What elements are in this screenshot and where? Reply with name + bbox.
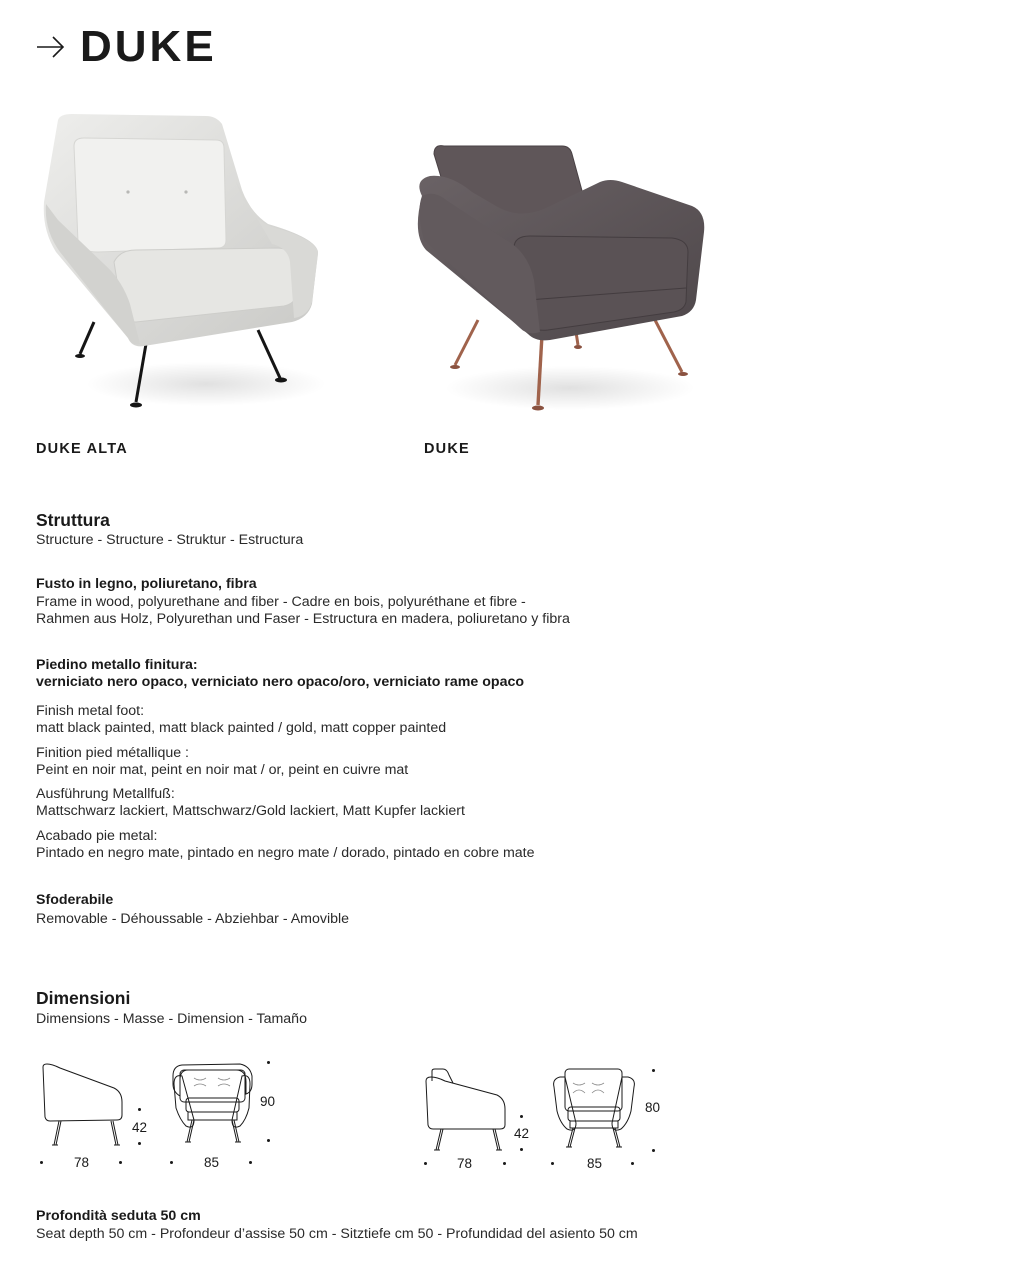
foot-title-line-1: Piedino metallo finitura: — [36, 657, 198, 673]
side-view-icon — [40, 1062, 125, 1150]
front-view-icon — [550, 1067, 638, 1151]
dimension-dot — [551, 1162, 554, 1165]
dimension-dot — [424, 1162, 427, 1165]
front-view-icon — [170, 1062, 255, 1148]
height-value: 90 — [260, 1094, 276, 1109]
width-value: 85 — [587, 1156, 603, 1171]
foot-label-de: Ausführung Metallfuß: — [36, 786, 175, 802]
depth-value: 78 — [74, 1155, 90, 1170]
dimension-drawing-duke-alta — [30, 1050, 290, 1180]
seat-depth-title: Profondità seduta 50 cm — [36, 1208, 201, 1224]
removable-title: Sfoderabile — [36, 892, 114, 908]
structure-subtitle: Structure - Structure - Struktur - Estructura — [36, 532, 304, 548]
structure-heading: Struttura — [36, 510, 110, 530]
armchair-light-icon — [36, 112, 336, 417]
dimensions-heading: Dimensioni — [36, 988, 131, 1008]
foot-label-es: Acabado pie metal: — [36, 828, 158, 844]
dimension-dot — [249, 1161, 252, 1164]
foot-value-es: Pintado en negro mate, pintado en negro mate / dorado, pintado en cobre mate — [36, 845, 535, 861]
armchair-dark-icon — [410, 140, 710, 420]
frame-line-1: Frame in wood, polyurethane and fiber - Cadre en bois, polyuréthane et fibre - — [36, 594, 526, 610]
dimensions-subtitle: Dimensions - Masse - Dimension - Tamaño — [36, 1011, 307, 1027]
dimension-dot — [138, 1142, 141, 1145]
foot-label-fr: Finition pied métallique : — [36, 745, 189, 761]
dimension-dot — [503, 1162, 506, 1165]
page-title: DUKE — [80, 22, 217, 71]
dimension-dot — [267, 1139, 270, 1142]
foot-label-en: Finish metal foot: — [36, 703, 145, 719]
dimension-dot — [170, 1161, 173, 1164]
dimension-dot — [652, 1069, 655, 1072]
dimension-dot — [267, 1061, 270, 1064]
frame-line-2: Rahmen aus Holz, Polyurethan und Faser - Estructura en madera, poliuretano y fibra — [36, 611, 570, 627]
side-view-icon — [423, 1067, 508, 1153]
product-image-duke-alta — [36, 112, 336, 417]
dimension-dot — [520, 1148, 523, 1151]
dimension-dot — [652, 1149, 655, 1152]
foot-value-en: matt black painted, matt black painted / gold, matt copper painted — [36, 720, 447, 736]
dimension-dot — [631, 1162, 634, 1165]
dimension-dot — [138, 1108, 141, 1111]
arrow-right-icon — [36, 35, 66, 59]
removable-subtitle: Removable - Déhoussable - Abziehbar - Amovible — [36, 911, 350, 927]
seat-height-value: 42 — [514, 1126, 530, 1141]
dimension-dot — [119, 1161, 122, 1164]
product-name-duke-alta: DUKE ALTA — [36, 441, 128, 457]
dimension-dot — [40, 1161, 43, 1164]
height-value: 80 — [645, 1100, 661, 1115]
seat-height-value: 42 — [132, 1120, 148, 1135]
frame-title: Fusto in legno, poliuretano, fibra — [36, 576, 257, 592]
dimension-dot — [520, 1115, 523, 1118]
depth-value: 78 — [457, 1156, 473, 1171]
seat-depth-subtitle: Seat depth 50 cm - Profondeur d’assise 50 cm - Sitztiefe cm 50 - Profundidad del asiento 50 cm — [36, 1226, 638, 1242]
width-value: 85 — [204, 1155, 220, 1170]
foot-title-line-2: verniciato nero opaco, verniciato nero opaco/oro, verniciato rame opaco — [36, 674, 525, 690]
product-name-duke: DUKE — [424, 441, 470, 457]
page-header — [36, 22, 217, 72]
dimension-drawing-duke — [415, 1055, 675, 1180]
foot-value-fr: Peint en noir mat, peint en noir mat / or, peint en cuivre mat — [36, 762, 409, 778]
product-image-duke — [410, 140, 710, 420]
foot-value-de: Mattschwarz lackiert, Mattschwarz/Gold lackiert, Matt Kupfer lackiert — [36, 803, 465, 819]
